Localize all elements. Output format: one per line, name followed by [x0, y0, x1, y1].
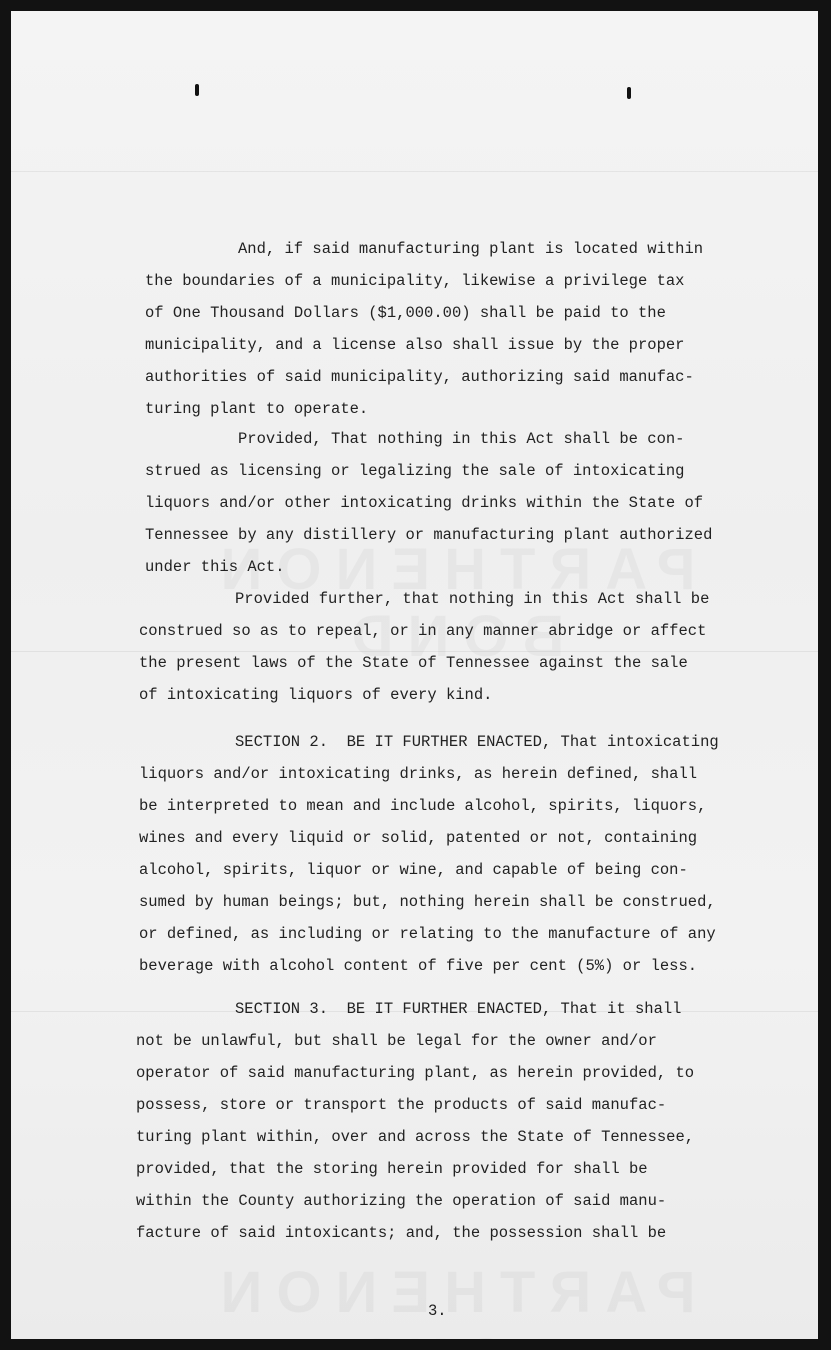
section-2-line: sumed by human beings; but, nothing herein shall be construed,: [139, 893, 716, 911]
section-3-line: possess, store or transport the products of said manufac-: [136, 1096, 667, 1114]
section-2-line: beverage with alcohol content of five per cent (5%) or less.: [139, 957, 698, 975]
p1-line: turing plant to operate.: [145, 400, 369, 418]
section-3-line: provided, that the storing herein provided for shall be: [136, 1160, 648, 1178]
section-3-line: within the County authorizing the operation of said manu-: [136, 1192, 667, 1210]
section-3-line: facture of said intoxicants; and, the possession shall be: [136, 1224, 667, 1242]
binding-mark: [195, 84, 199, 96]
p2-line: Tennessee by any distillery or manufacturing plant authorized: [145, 526, 713, 544]
paper-fold: [11, 171, 818, 172]
binding-mark: [627, 87, 631, 99]
section-3-line: not be unlawful, but shall be legal for the owner and/or: [136, 1032, 657, 1050]
p3-line: construed so as to repeal, or in any manner abridge or affect: [139, 622, 707, 640]
p3-line: the present laws of the State of Tennessee against the sale: [139, 654, 688, 672]
p2-line: under this Act.: [145, 558, 285, 576]
p1-line: municipality, and a license also shall issue by the proper: [145, 336, 685, 354]
section-2-line: alcohol, spirits, liquor or wine, and capable of being con-: [139, 861, 688, 879]
section-2-line: or defined, as including or relating to the manufacture of any: [139, 925, 716, 943]
p2-line: Provided, That nothing in this Act shall be con-: [238, 430, 685, 448]
section-3-line: turing plant within, over and across the State of Tennessee,: [136, 1128, 695, 1146]
section-2-line: wines and every liquid or solid, patented or not, containing: [139, 829, 698, 847]
p1-line: authorities of said municipality, authorizing said manufac-: [145, 368, 694, 386]
document-page: [11, 11, 818, 1339]
section-3-line: SECTION 3. BE IT FURTHER ENACTED, That it shall: [235, 1000, 682, 1018]
watermark: [151, 1259, 751, 1339]
p3-line: of intoxicating liquors of every kind.: [139, 686, 493, 704]
p1-line: of One Thousand Dollars ($1,000.00) shall be paid to the: [145, 304, 666, 322]
p1-line: the boundaries of a municipality, likewise a privilege tax: [145, 272, 685, 290]
p3-line: Provided further, that nothing in this Act shall be: [235, 590, 710, 608]
section-2-line: SECTION 2. BE IT FURTHER ENACTED, That intoxicating: [235, 733, 719, 751]
section-2-line: be interpreted to mean and include alcohol, spirits, liquors,: [139, 797, 707, 815]
p1-line: And, if said manufacturing plant is located within: [238, 240, 704, 258]
p2-line: strued as licensing or legalizing the sale of intoxicating: [145, 462, 685, 480]
section-2-line: liquors and/or intoxicating drinks, as herein defined, shall: [139, 765, 698, 783]
page-number: 3.: [428, 1302, 447, 1320]
section-3-line: operator of said manufacturing plant, as herein provided, to: [136, 1064, 695, 1082]
p2-line: liquors and/or other intoxicating drinks within the State of: [145, 494, 704, 512]
